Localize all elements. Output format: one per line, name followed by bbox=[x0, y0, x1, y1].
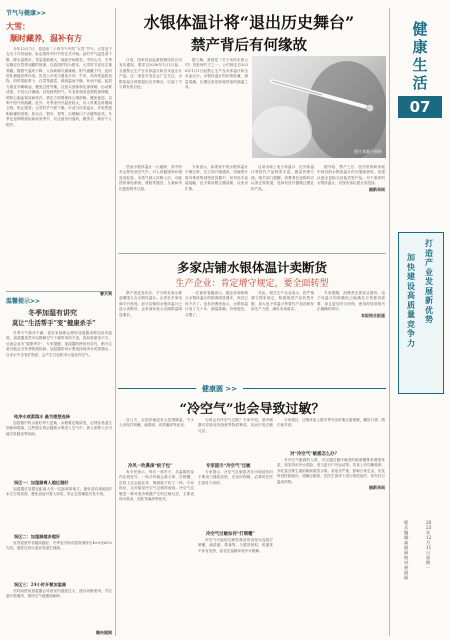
sidebar-divider bbox=[389, 8, 390, 636]
slogan-char: 快 bbox=[407, 261, 415, 272]
slogan-char: 竞 bbox=[407, 318, 415, 329]
health-body-col2b: 专家提示，冷空气过敏患者在出现症状时不要用力搔抓皮肤，应及时保暖，必要时在医生指导下用药。 bbox=[198, 470, 273, 485]
article2-title-line2: 莫让“生活帮手”变“健康杀手” bbox=[12, 320, 96, 327]
main-subheadline: 禁产背后有何缘故 bbox=[191, 37, 307, 54]
slogan-char: 高 bbox=[407, 290, 415, 300]
divider bbox=[118, 388, 386, 389]
divider bbox=[6, 291, 112, 292]
story2-subheadline: 生产企业：肯定增守规定，要全面转型 bbox=[175, 279, 329, 289]
main-article-byline: 据新华网 bbox=[369, 186, 385, 192]
article2-byline: 据央视网 bbox=[96, 630, 112, 635]
slogan-char: 新 bbox=[425, 295, 433, 305]
story2-headline: 多家店铺水银体温计卖断货 bbox=[176, 260, 327, 275]
section-label-solar-terms: 节气与健康>> bbox=[6, 10, 47, 17]
article-kicker: 大雪： bbox=[6, 21, 30, 31]
slogan-char: 展 bbox=[425, 285, 433, 296]
left-column bbox=[6, 8, 112, 636]
sidebar-title-char: 活 bbox=[412, 74, 428, 92]
editor-info: 版式编辑：高丽丽 校对：崔丽丽 bbox=[404, 520, 413, 580]
slogan-char: 力 bbox=[407, 337, 415, 348]
health-body-col3: 专家建议，过敏体质人群冬季外出时要注意保暖，戴好口罩、围巾和手套。 bbox=[277, 418, 385, 428]
article2-title-line1: 冬季加湿有讲究 bbox=[28, 308, 77, 317]
article-byline: 曾大利 bbox=[100, 291, 112, 296]
slogan-banner bbox=[398, 232, 444, 394]
thermometer-photo bbox=[252, 56, 386, 158]
sidebar-title-char: 健 bbox=[412, 20, 428, 38]
article2-subhead: 误区三：24小时开着加湿器 bbox=[14, 582, 66, 587]
column-divider bbox=[115, 8, 116, 636]
section-label-tips: 温馨提示>> bbox=[6, 298, 41, 305]
slogan-char: 建 bbox=[407, 271, 415, 281]
health-body-col1b: 有市民表示，每次一到冬天，从温暖的室内走到室外，一吹冷风就会鼻子痒、打喷嚏，皮肤上还会起红疹，像被蚊子咬了一样。专家指出，这可能是冷空气过敏的表现。冷空气过敏是一种对寒冷刺激产生的过敏反应，主要表现为鼻炎、皮肤荨麻疹等症状。 bbox=[119, 470, 194, 502]
sidebar-title bbox=[400, 20, 440, 92]
story2-body-col1: 禁产消息发布后，不少网友表示要赶紧囤几支水银体温计。记者在多家电商平台发现，部分店铺的水银体温计已显示卖断货，也有商家表示近期销量明显增长。 bbox=[119, 291, 182, 317]
divider bbox=[118, 253, 386, 254]
slogan-char: 质 bbox=[407, 299, 415, 310]
article2-body-4: 室内湿度并非越高越好，冬季室内相对湿度保持在40%至60%为宜，湿度过高反而容易滋生细菌。 bbox=[6, 541, 112, 551]
sidebar-title-char: 康 bbox=[412, 38, 428, 56]
slogan-char: 势 bbox=[425, 314, 433, 324]
health-view-headline: “冷空气”也会导致过敏？ bbox=[179, 402, 325, 417]
health-subhead: 冷风一吹鼻涕“蚊子包” bbox=[128, 464, 173, 469]
article-headline: 顺时藏养，温补有方 bbox=[10, 33, 82, 43]
health-body-col1: 近几天，全国多地迎来大范围降温，不少人出现打喷嚏、流鼻涕、皮肤瘙痒等症状。 bbox=[119, 418, 194, 428]
health-body-col2: 为何会对冷空气过敏？专家介绍，寒冷刺激可导致体内组胺等物质释放，从而引发过敏反应。 bbox=[198, 418, 273, 433]
health-subhead: 冷空气过敏如何“打喷嚏” bbox=[206, 532, 255, 537]
slogan-char: 业 bbox=[425, 266, 433, 277]
health-byline: 据新华网 bbox=[369, 485, 385, 491]
page-number: 07 bbox=[409, 98, 431, 116]
story2-body-col2: 一位商家客服表示，最近咨询和购买水银体温计的顾客明显增多，库存已经不多了。也有消费者表示，水银体温计用了几十年，测量准确，价格便宜，习惯了。 bbox=[185, 291, 248, 317]
story2-byline: 本报综合报道 bbox=[361, 312, 385, 318]
health-view-label: 健康圆 >> bbox=[196, 384, 243, 394]
slogan-char: 产 bbox=[425, 257, 433, 267]
article2-subhead: 误区一：加湿器离人越近越好 bbox=[14, 480, 69, 485]
main-article-body-col6: 据介绍，禁产之后，医疗机构和家庭中现有的水银体温计仍可继续使用，但建议逐步更换为其他类型产品。对于废弃的水银体温计，应按有害垃圾分类投放。 据新华网 bbox=[317, 165, 385, 192]
article-body: 今年12月7日，将迎来二十四节气中的“大雪”节气。大雪是干支历子月的起始，标志着仲冬时节的正式开始。此时节气温显著下降，降水量增多，雪量逐渐增大，地面开始积雪。中医认为，冬季应顺应自然界闭藏的规律，以敛阴护阳为根本，大雪时节更应注重养藏。随着气温的下降，人体新陈代谢减缓，阳气潜藏于内，此时进补最能发挥作用。饮食上可适当增加羊肉、牛肉、鸡肉等温热食物，同时搭配萝卜、白菜等蔬菜，做到温而不燥、补而不腻。起居方面宜早睡晚起，避免过度劳累，注意头颈部和足部保暖。运动要适度，不宜大汗淋漓，以免耗伤阳气。年老体弱者更需防寒保暖，预防心脑血管疾病发作。情志方面要保持心情舒畅，避免郁怒，以利于阳气的潜藏。此外，冬季室内外温差较大，出入时要及时增减衣物，防止感冒。大雪时节气候干燥，可适当饮用温水，多吃些滋阴润燥的食物，如百合、银耳、梨等，以缓解口干舌燥等症状。冬季也是呼吸道疾病高发季节，应注意室内通风，勤洗手，做好个人防护。 bbox=[6, 47, 112, 127]
slogan-char: 加 bbox=[407, 252, 415, 262]
story2-body-col4: 专家提醒，消费者无需盲目囤货，电子体温计的准确性已能满足日常使用需要，而且更加安全环保，使用时按说明书正确操作即可。 本报综合报道 bbox=[317, 291, 385, 318]
photo-credit: 图片来源于网络 bbox=[354, 149, 382, 154]
health-subhead: 专家提示“冷空气”过敏 bbox=[206, 464, 251, 469]
slogan-char: 争 bbox=[407, 328, 415, 338]
slogan-char: 造 bbox=[425, 247, 433, 258]
health-subhead: 对“冷空气”敏感怎么办？ bbox=[290, 452, 339, 457]
main-article-body-col3: 然而水银体温计一旦破碎，其中的汞会挥发到空气中，对人体健康和环境造成危害。汞蒸气被人体吸入后，可能损伤神经系统、肾脏等器官，儿童和孕妇更需格外注意。 bbox=[119, 165, 182, 191]
article2-body-1: 冬季天气寒冷干燥，很多家庭都会使用加湿器来增加室内湿度。加湿器虽然可以缓解空气干燥带来的不适，但如果使用不当，反而会成为“健康杀手”。专家提醒，加湿器的使用有讲究，稍不注意可能会引发呼吸道疾病。加湿器的用水要选择纯净水或蒸馏水，自来水中含有矿物质，会产生白色粉末污染室内空气。 bbox=[6, 331, 112, 357]
health-body-col3b: 对冷空气敏感的人群，可以通过循序渐进的耐寒锻炼来增强体质，如坚持用冷水洗脸、适当进行户外运动等。饮食上应均衡营养，多吃富含维生素的新鲜蔬菜水果。若症状严重，影响日常生活，应及时到医院就诊，明确过敏原，在医生指导下进行规范治疗，切勿自行滥用药物。 据新华网 bbox=[277, 458, 385, 491]
thermometer-illustration bbox=[252, 56, 386, 158]
slogan-char: 量 bbox=[407, 309, 415, 319]
article2-subhead: 误区二：加湿器越多越好 bbox=[14, 534, 61, 539]
main-headline: 水银体温计将“退出历史舞台” bbox=[143, 13, 355, 32]
slogan-char: 优 bbox=[425, 304, 433, 315]
article2-body-3: 加湿器应放置在距离人体一定距离的地方，最好放在离地面1米左右的高度，避免直接对着人体吹，防止过度潮湿引发不适。 bbox=[6, 487, 112, 497]
slogan-left-column bbox=[405, 253, 417, 348]
article2-body-2: 加湿器中的水最好每天更换，水箱要定期清洗，否则容易滋生细菌和霉菌，这些微生物会随着水雾进入空气中，被人体吸入后可能引发肺炎等疾病。 bbox=[6, 421, 112, 436]
article2-subhead: 纯净水或蒸馏水 最为理想选择 bbox=[14, 414, 70, 419]
main-article-body-col4: 专家表示，如果家中的水银体温计不慎打碎，应立即开窗通风，用硬纸片将汞珠收集到密封容器中，切勿用手直接接触，也不要用吸尘器清理，以免汞扩散。 bbox=[185, 165, 248, 191]
slogan-right-column bbox=[423, 239, 435, 325]
health-body-col2c: 冷空气引起的过敏性鼻炎常表现为连续打喷嚏、流清涕、鼻塞等，与感冒相似，但通常不伴有发热，症状在温暖环境中可缓解。 bbox=[198, 538, 273, 553]
sidebar-title-char: 生 bbox=[412, 56, 428, 74]
main-article-body-col5: 目前市场上电子体温计、红外体温计等替代产品种类丰富，测量快捷方便。相关部门提醒，消费者在选购时应认准正规渠道，选择有医疗器械注册证的产品。 bbox=[251, 165, 314, 191]
slogan-char: 发 bbox=[425, 276, 433, 286]
article2-body-5: 长时间使用加湿器会导致室内湿度过大，建议间断使用，并注意开窗通风，保持空气流通和新鲜。 bbox=[6, 589, 112, 599]
date-info: 2023年12月11日 星期一 bbox=[426, 520, 432, 570]
health-view-label-text: 健康圆 bbox=[202, 385, 223, 393]
slogan-char: 设 bbox=[407, 280, 415, 291]
slogan-char: 打 bbox=[425, 238, 433, 248]
main-article-body-col2: 据了解，我国是《关于汞的水俣公约》首批缔约方之一，公约规定自2026年1月1日起禁止生产含汞体温计和含汞血压计。水银体温计因价格低廉、测量准确，长期以来是家庭常备的测温工具。 bbox=[185, 58, 248, 90]
main-article-body-col1: 日前，国家药品监督管理局综合司发布通知，要求自2026年1月1日起，全面禁止生产含汞体温计和含汞血压计产品。这一消息引发社会广泛关注，水银体温计即将退出历史舞台，引起了不少网友的讨论。 bbox=[119, 58, 182, 90]
story2-body-col3: 对此，相关生产企业表示，将严格遵守国家规定，积极推进产品转型升级，加大电子体温计等替代产品的研发和生产力度，满足市场需求。 bbox=[251, 291, 314, 312]
page-number-box bbox=[398, 96, 442, 118]
